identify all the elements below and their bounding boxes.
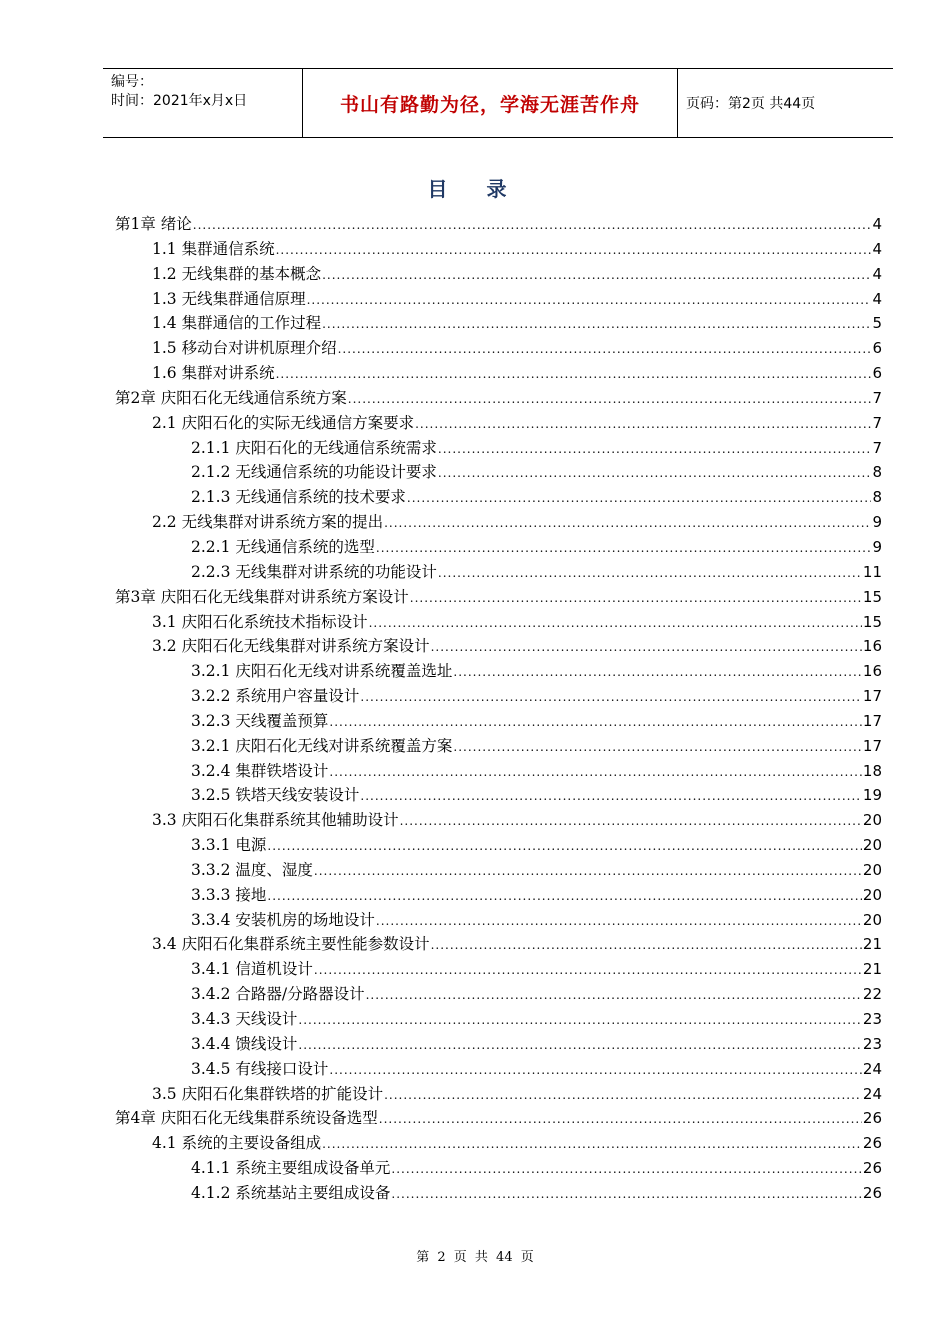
toc-entry[interactable]: [115, 1082, 882, 1107]
toc-entry-label: 1.3 无线集群通信原理: [152, 289, 306, 308]
toc-entry-label: 3.2 庆阳石化无线集群对讲系统方案设计: [152, 637, 430, 656]
toc-entry-page: 7: [872, 438, 882, 457]
table-of-contents: [115, 212, 882, 1206]
toc-entry[interactable]: [115, 808, 882, 833]
toc-entry-label: 2.1.3 无线通信系统的技术要求: [191, 488, 406, 507]
toc-leader-dots: [298, 1038, 862, 1052]
toc-entry-page: 17: [862, 736, 882, 755]
toc-entry-page: 20: [862, 811, 882, 830]
time-label: 时间：2021年x月x日: [111, 93, 248, 109]
toc-entry[interactable]: [115, 460, 882, 485]
header-motto: 书山有路勤为径，学海无涯苦作舟: [303, 69, 678, 137]
toc-entry-label: 1.6 集群对讲系统: [152, 364, 275, 383]
toc-leader-dots: [384, 516, 871, 530]
toc-entry-label: 第1章 绪论: [115, 215, 192, 233]
toc-entry-label: 3.2.1 庆阳石化无线对讲系统覆盖选址: [191, 662, 453, 681]
toc-entry[interactable]: [115, 212, 882, 237]
toc-leader-dots: [338, 342, 872, 356]
toc-entry-page: 4: [872, 215, 882, 233]
toc-entry[interactable]: [115, 709, 882, 734]
toc-entry[interactable]: [115, 932, 882, 957]
toc-entry-label: 第2章 庆阳石化无线通信系统方案: [115, 388, 347, 407]
toc-entry-page: 23: [862, 1010, 882, 1028]
toc-entry-page: 20: [862, 910, 882, 929]
toc-leader-dots: [376, 914, 862, 928]
toc-entry-page: 26: [862, 1109, 882, 1128]
toc-entry[interactable]: [115, 684, 882, 709]
toc-entry-page: 18: [862, 761, 882, 780]
toc-entry-label: 第4章 庆阳石化无线集群系统设备选型: [115, 1109, 378, 1128]
toc-leader-dots: [391, 1187, 862, 1201]
toc-entry-label: 第3章 庆阳石化无线集群对讲系统方案设计: [115, 587, 409, 606]
toc-entry-label: 2.2 无线集群对讲系统方案的提出: [152, 513, 384, 532]
toc-entry-page: 20: [862, 860, 882, 879]
toc-leader-dots: [276, 243, 872, 257]
toc-entry[interactable]: [115, 1057, 882, 1082]
toc-leader-dots: [329, 765, 862, 779]
toc-leader-dots: [391, 1162, 862, 1176]
toc-entry-page: 6: [872, 339, 882, 358]
toc-entry[interactable]: [115, 759, 882, 784]
toc-leader-dots: [322, 317, 871, 331]
toc-leader-dots: [193, 218, 872, 232]
toc-leader-dots: [322, 268, 871, 282]
toc-entry-label: 3.3.3 接地: [191, 885, 267, 904]
toc-entry-label: 4.1 系统的主要设备组成: [152, 1134, 322, 1153]
toc-entry[interactable]: [115, 659, 882, 684]
toc-leader-dots: [369, 616, 862, 630]
toc-entry-label: 3.2.2 系统用户容量设计: [191, 687, 360, 706]
toc-entry-page: 26: [862, 1134, 882, 1153]
toc-entry-page: 8: [872, 488, 882, 507]
toc-entry-label: 3.4.2 合路器/分路器设计: [191, 985, 365, 1004]
toc-entry-page: 21: [862, 935, 882, 954]
toc-entry-label: 3.4.5 有线接口设计: [191, 1059, 329, 1078]
toc-entry-page: 17: [862, 711, 882, 730]
toc-entry[interactable]: [115, 957, 882, 982]
toc-entry-label: 3.4.3 天线设计: [191, 1010, 298, 1028]
toc-entry-label: 3.1 庆阳石化系统技术指标设计: [152, 612, 368, 631]
toc-entry[interactable]: [115, 485, 882, 510]
toc-leader-dots: [267, 889, 862, 903]
number-label: 编号：: [111, 74, 153, 90]
toc-leader-dots: [307, 293, 872, 307]
toc-entry-page: 7: [872, 413, 882, 432]
toc-leader-dots: [407, 491, 872, 505]
toc-entry[interactable]: [115, 287, 882, 312]
toc-leader-dots: [348, 392, 872, 406]
toc-leader-dots: [438, 466, 872, 480]
toc-entry[interactable]: [115, 1007, 882, 1032]
toc-entry-page: 26: [862, 1183, 882, 1202]
toc-entry-label: 4.1.1 系统主要组成设备单元: [191, 1159, 391, 1178]
page-header: [103, 68, 893, 138]
toc-leader-dots: [431, 640, 862, 654]
header-left-cell: [103, 69, 303, 137]
toc-entry-label: 3.5 庆阳石化集群铁塔的扩能设计: [152, 1084, 384, 1103]
toc-entry-label: 3.2.1 庆阳石化无线对讲系统覆盖方案: [191, 736, 453, 755]
toc-entry-page: 22: [862, 985, 882, 1004]
toc-entry-page: 16: [862, 662, 882, 681]
toc-leader-dots: [314, 963, 862, 977]
toc-leader-dots: [379, 1112, 862, 1126]
toc-entry-page: 19: [862, 786, 882, 805]
toc-entry-page: 20: [862, 836, 882, 855]
toc-entry[interactable]: [115, 262, 882, 287]
toc-entry-page: 23: [862, 1034, 882, 1053]
toc-entry-page: 6: [872, 364, 882, 383]
toc-entry[interactable]: [115, 386, 882, 411]
toc-leader-dots: [366, 988, 862, 1002]
toc-entry-label: 4.1.2 系统基站主要组成设备: [191, 1183, 391, 1202]
toc-entry-page: 26: [862, 1159, 882, 1178]
toc-leader-dots: [276, 367, 872, 381]
toc-entry[interactable]: [115, 436, 882, 461]
toc-entry-page: 5: [872, 314, 882, 333]
toc-entry-label: 1.1 集群通信系统: [152, 239, 275, 258]
toc-entry-page: 4: [872, 264, 882, 283]
toc-entry[interactable]: [115, 1131, 882, 1156]
toc-leader-dots: [267, 839, 862, 853]
toc-entry-page: 21: [862, 960, 882, 979]
toc-entry-page: 24: [862, 1059, 882, 1078]
toc-entry-label: 3.3.1 电源: [191, 836, 267, 855]
toc-leader-dots: [329, 1063, 862, 1077]
toc-entry[interactable]: [115, 237, 882, 262]
toc-entry-label: 3.3 庆阳石化集群系统其他辅助设计: [152, 811, 399, 830]
toc-entry[interactable]: [115, 858, 882, 883]
toc-entry-label: 3.4.4 馈线设计: [191, 1034, 298, 1053]
toc-entry-page: 16: [862, 637, 882, 656]
toc-leader-dots: [329, 715, 862, 729]
toc-leader-dots: [322, 1137, 862, 1151]
toc-entry-label: 3.3.4 安装机房的场地设计: [191, 910, 375, 929]
toc-entry[interactable]: [115, 734, 882, 759]
toc-title: 目 录: [427, 177, 523, 201]
toc-entry[interactable]: [115, 1156, 882, 1181]
toc-entry[interactable]: [115, 535, 882, 560]
toc-leader-dots: [453, 665, 862, 679]
toc-entry-label: 3.2.4 集群铁塔设计: [191, 761, 329, 780]
toc-leader-dots: [314, 864, 862, 878]
toc-leader-dots: [438, 566, 862, 580]
toc-leader-dots: [298, 1013, 862, 1027]
toc-entry-page: 20: [862, 885, 882, 904]
toc-entry[interactable]: [115, 783, 882, 808]
toc-entry[interactable]: [115, 1106, 882, 1131]
toc-entry-page: 17: [862, 687, 882, 706]
toc-leader-dots: [384, 1088, 862, 1102]
page-footer: 第 2 页 共 44 页: [416, 1250, 534, 1265]
toc-entry[interactable]: [115, 833, 882, 858]
toc-entry-label: 2.2.3 无线集群对讲系统的功能设计: [191, 562, 437, 581]
toc-entry[interactable]: [115, 908, 882, 933]
toc-entry-label: 2.1 庆阳石化的实际无线通信方案要求: [152, 413, 415, 432]
toc-leader-dots: [376, 541, 872, 555]
toc-entry[interactable]: [115, 411, 882, 436]
toc-entry[interactable]: [115, 585, 882, 610]
toc-entry-page: 4: [872, 239, 882, 258]
toc-entry-page: 24: [862, 1084, 882, 1103]
toc-entry-page: 15: [862, 587, 882, 606]
toc-entry-label: 3.2.5 铁塔天线安装设计: [191, 786, 360, 805]
toc-entry[interactable]: [115, 610, 882, 635]
toc-entry[interactable]: [115, 1032, 882, 1057]
toc-entry-label: 2.2.1 无线通信系统的选型: [191, 537, 375, 556]
toc-leader-dots: [360, 789, 862, 803]
toc-entry[interactable]: [115, 1181, 882, 1206]
toc-entry-page: 15: [862, 612, 882, 631]
toc-entry-label: 3.4.1 信道机设计: [191, 960, 313, 979]
toc-entry[interactable]: [115, 510, 882, 535]
toc-entry[interactable]: [115, 883, 882, 908]
toc-leader-dots: [415, 417, 871, 431]
toc-entry-page: 8: [872, 463, 882, 482]
toc-leader-dots: [360, 690, 862, 704]
toc-entry[interactable]: [115, 311, 882, 336]
toc-entry-label: 2.1.1 庆阳石化的无线通信系统需求: [191, 438, 437, 457]
toc-entry-page: 4: [872, 289, 882, 308]
toc-entry-label: 1.2 无线集群的基本概念: [152, 264, 322, 283]
toc-entry-page: 7: [872, 388, 882, 407]
toc-entry[interactable]: [115, 336, 882, 361]
toc-entry-label: 1.5 移动台对讲机原理介绍: [152, 339, 337, 358]
toc-entry-label: 3.2.3 天线覆盖预算: [191, 711, 329, 730]
header-page-info: 页码：第2页 共44页: [686, 96, 816, 112]
toc-entry[interactable]: [115, 982, 882, 1007]
toc-leader-dots: [400, 814, 862, 828]
toc-entry-page: 9: [872, 513, 882, 532]
toc-entry[interactable]: [115, 361, 882, 386]
toc-leader-dots: [431, 938, 862, 952]
toc-leader-dots: [438, 442, 872, 456]
toc-entry[interactable]: [115, 634, 882, 659]
toc-entry-label: 2.1.2 无线通信系统的功能设计要求: [191, 463, 437, 482]
toc-entry-label: 1.4 集群通信的工作过程: [152, 314, 322, 333]
toc-leader-dots: [453, 740, 862, 754]
toc-entry-label: 3.3.2 温度、湿度: [191, 860, 313, 879]
toc-entry-label: 3.4 庆阳石化集群系统主要性能参数设计: [152, 935, 430, 954]
toc-leader-dots: [410, 591, 862, 605]
toc-entry-page: 9: [872, 537, 882, 556]
toc-entry-page: 11: [862, 562, 882, 581]
toc-entry[interactable]: [115, 560, 882, 585]
